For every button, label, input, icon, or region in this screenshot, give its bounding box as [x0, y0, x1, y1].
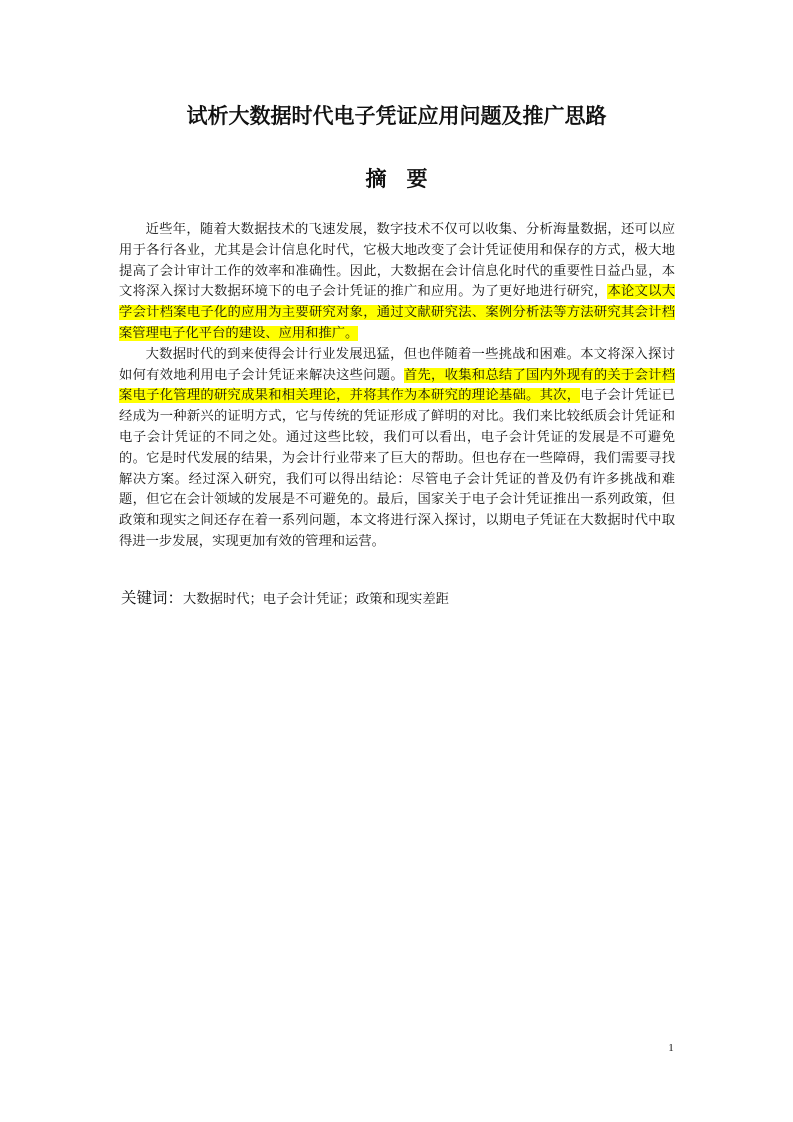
keywords-text: 大数据时代；电子会计凭证；政策和现实差距 [183, 592, 449, 607]
paragraph-1-text: 近些年，随着大数据技术的飞速发展，数字技术不仅可以收集、分析海量数据，还可以应用于各行各业，尤其是会计信息化时代，它极大地改变了会计凭证使用和保存的方式，极大地提高了会计审计工作的效率和准确性。因此，大数据在会计信息化时代的重要性日益凸显，本文将深入探讨大数据环境下的电子会计凭证的推广和应用。为了更好地进行研究， [119, 222, 675, 300]
keywords-line [121, 586, 681, 608]
paragraph-2-highlight: 首先，收集和总结了国内外现有的关于会计档案电子化管理的研究成果和相关理论，并将其作为本研究的理论基础。其次， [119, 367, 676, 404]
keywords-label: 关键词： [121, 589, 184, 607]
paragraph-2-text-start: 大数据时代的到来使得会计行业发展迅猛，但也伴随着一些挑战和困难。本文将深入探讨如何有效地利用电子会计凭证来解决这些问题。 [119, 346, 675, 383]
paragraph-2-text-end: 电子会计凭证已经成为一种新兴的证明方式，它与传统的凭证形成了鲜明的对比。我们来比较纸质会计凭证和电子会计凭证的不同之处。通过这些比较，我们可以看出，电子会计凭证的发展是不可避免的。它是时代发展的结果，为会计行业带来了巨大的帮助。但也存在一些障碍，我们需要寻找解决方案。经过深入研究，我们可以得出结论：尽管电子会计凭证的普及仍有许多挑战和难题，但它在会计领域的发展是不可避免的。最后，国家关于电子会计凭证推出一系列政策，但政策和现实之间还存在着一系列问题，本文将进行深入探讨，以期电子凭证在大数据时代中取得进一步发展，实现更加有效的管理和运营。 [119, 388, 675, 549]
paragraph-1-highlight: 本论文以大学会计档案电子化的应用为主要研究对象，通过文献研究法、案例分析法等方法研究其会计档案管理电子化平台的建设、应用和推广。 [119, 284, 676, 341]
page-number: 1 [668, 1042, 674, 1054]
abstract-heading: 摘要 [365, 167, 448, 191]
abstract-paragraph-2 [119, 345, 675, 553]
document-title: 试析大数据时代电子凭证应用问题及推广思路 [186, 104, 607, 128]
abstract-body [119, 220, 675, 553]
abstract-paragraph-1 [119, 220, 675, 345]
